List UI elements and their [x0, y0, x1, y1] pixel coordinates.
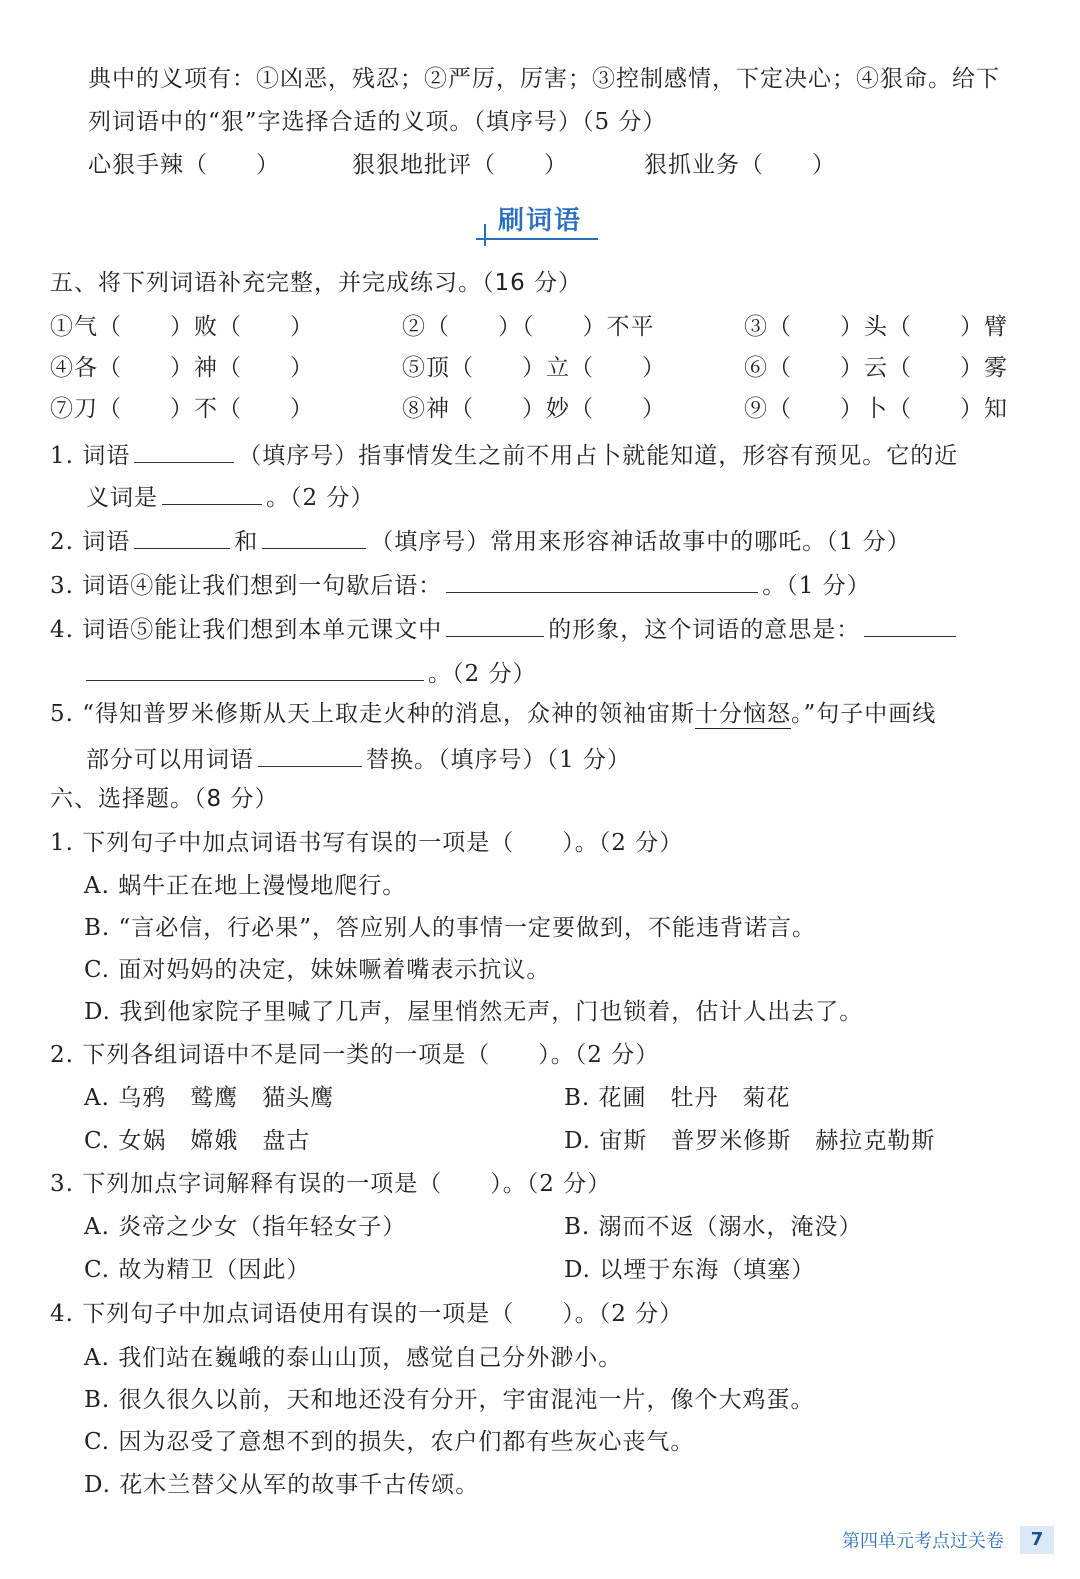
word-5: ⑤顶（ ）立（ ）	[402, 355, 666, 381]
q5-s1-blank-1[interactable]	[134, 436, 234, 463]
intro-item-1: 心狠手辣（ ）	[88, 152, 280, 178]
q5-s1-text: （填序号）指事情发生之前不用占卜就能知道，形容有预见。它的近	[238, 443, 959, 469]
q6-3-option-d[interactable]: D. 以堙于东海（填塞）	[564, 1257, 816, 1283]
badge-underline	[476, 238, 598, 240]
q6-4-option-a[interactable]: A. 我们站在巍峨的泰山山顶，感觉自己分外渺小。	[84, 1345, 623, 1371]
q5-s2-and: 和	[234, 529, 259, 555]
intro-line-1: 典中的义项有：①凶恶，残忍；②严厉，厉害；③控制感情，下定决心；④狠命。给下	[88, 66, 1000, 92]
q5-s4-blank-3[interactable]	[86, 654, 424, 681]
q5-sub-5-cont	[86, 740, 631, 777]
word-3: ③（ ）头（ ）臂	[744, 314, 1008, 340]
q5-s5-text-2: 。”句子中画线	[791, 701, 937, 727]
q5-s4-blank-1[interactable]	[446, 610, 544, 637]
q5-s3-blank[interactable]	[446, 566, 758, 593]
q5-s2-text: （填序号）常用来形容神话故事中的哪吒。（1 分）	[370, 529, 911, 555]
q6-2-option-a[interactable]: A. 乌鸦 鹫鹰 猫头鹰	[84, 1085, 335, 1111]
q5-s1-blank-2[interactable]	[162, 478, 262, 505]
badge-tick-mark	[484, 224, 486, 246]
q5-sub-5	[50, 697, 936, 731]
q5-s4-text-2: 的形象，这个词语的意思是：	[548, 617, 861, 643]
badge-label: 刷词语	[498, 206, 583, 236]
page-number: 7	[1020, 1526, 1054, 1554]
q6-4-option-d[interactable]: D. 花木兰替父从军的故事千古传颂。	[84, 1472, 480, 1498]
q6-1-option-c[interactable]: C. 面对妈妈的决定，妹妹噘着嘴表示抗议。	[84, 957, 551, 983]
q5-s1-prefix: 1. 词语	[50, 443, 131, 469]
q6-4-option-b[interactable]: B. 很久很久以前，天和地还没有分开，宇宙混沌一片，像个大鸡蛋。	[84, 1387, 815, 1413]
q5-s3-score: 。（1 分）	[762, 573, 871, 599]
q6-3-option-c[interactable]: C. 故为精卫（因此）	[84, 1257, 311, 1283]
word-9: ⑨（ ）卜（ ）知	[744, 396, 1008, 422]
section-badge	[476, 198, 598, 244]
q5-sub-2	[50, 522, 911, 559]
q6-1-option-d[interactable]: D. 我到他家院子里喊了几声，屋里悄然无声，门也锁着，估计人出去了。	[84, 999, 864, 1025]
q5-s5-text-4: 替换。（填序号）（1 分）	[366, 747, 631, 773]
q5-s2-blank-2[interactable]	[262, 522, 366, 549]
intro-item-3: 狠抓业务（ ）	[644, 152, 836, 178]
q5-sub-1-cont	[86, 478, 374, 515]
q6-title: 六、选择题。（8 分）	[50, 786, 279, 812]
q5-s3-text: 3. 词语④能让我们想到一句歇后语：	[50, 573, 443, 599]
q5-s5-blank[interactable]	[258, 740, 362, 767]
q6-3-option-b[interactable]: B. 溺而不返（溺水，淹没）	[564, 1214, 863, 1240]
q5-s2-prefix: 2. 词语	[50, 529, 131, 555]
footer-title: 第四单元考点过关卷	[842, 1531, 1004, 1552]
q6-4-option-c[interactable]: C. 因为忍受了意想不到的损失，农户们都有些灰心丧气。	[84, 1429, 695, 1455]
q5-s1-score: 。（2 分）	[266, 485, 375, 511]
page-footer	[842, 1524, 1054, 1556]
q5-s5-text-3: 部分可以用词语	[86, 747, 254, 773]
word-2: ②（ ）（ ）不平	[402, 314, 655, 340]
word-1: ①气（ ）败（ ）	[50, 314, 314, 340]
q5-s2-blank-1[interactable]	[134, 522, 230, 549]
q6-1-option-a[interactable]: A. 蜗牛正在地上漫慢地爬行。	[84, 873, 407, 899]
word-8: ⑧神（ ）妙（ ）	[402, 396, 666, 422]
q5-s5-underlined: 十分恼怒	[695, 701, 792, 727]
q6-2-option-c[interactable]: C. 女娲 嫦娥 盘古	[84, 1128, 311, 1154]
intro-line-2: 列词语中的“狠”字选择合适的义项。（填序号）（5 分）	[88, 109, 667, 135]
q6-3-option-a[interactable]: A. 炎帝之少女（指年轻女子）	[84, 1214, 407, 1240]
q5-sub-4	[50, 610, 960, 647]
q6-4-stem: 4. 下列句子中加点词语使用有误的一项是（ ）。（2 分）	[50, 1301, 684, 1327]
q5-s4-text: 4. 词语⑤能让我们想到本单元课文中	[50, 617, 443, 643]
q6-2-stem: 2. 下列各组词语中不是同一类的一项是（ ）。（2 分）	[50, 1042, 660, 1068]
q6-3-stem: 3. 下列加点字词解释有误的一项是（ ）。（2 分）	[50, 1171, 612, 1197]
q5-sub-1	[50, 436, 958, 473]
q5-sub-4-cont	[86, 654, 536, 691]
q5-title: 五、将下列词语补充完整，并完成练习。（16 分）	[50, 270, 583, 296]
q5-s5-text: 5. “得知普罗米修斯从天上取走火种的消息，众神的领袖宙斯	[50, 701, 696, 727]
q5-s1-text-2: 义词是	[86, 485, 158, 511]
q5-sub-3	[50, 566, 871, 603]
q6-1-stem: 1. 下列句子中加点词语书写有误的一项是（ ）。（2 分）	[50, 830, 684, 856]
intro-item-2: 狠狠地批评（ ）	[352, 152, 568, 178]
word-6: ⑥（ ）云（ ）雾	[744, 355, 1008, 381]
q5-s4-score: 。（2 分）	[428, 661, 537, 687]
q6-2-option-d[interactable]: D. 宙斯 普罗米修斯 赫拉克勒斯	[564, 1128, 936, 1154]
q6-1-option-b[interactable]: B. “言必信，行必果”，答应别人的事情一定要做到，不能违背诺言。	[84, 915, 817, 941]
q6-2-option-b[interactable]: B. 花圃 牡丹 菊花	[564, 1085, 791, 1111]
q5-s4-blank-2[interactable]	[864, 610, 956, 637]
word-7: ⑦刀（ ）不（ ）	[50, 396, 314, 422]
word-4: ④各（ ）神（ ）	[50, 355, 314, 381]
